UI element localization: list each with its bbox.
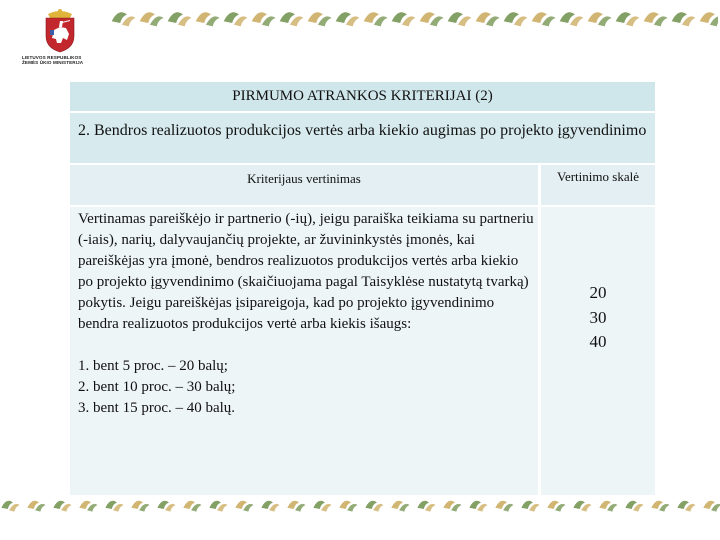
ministry-name [22, 55, 104, 66]
list-item: 1. bent 5 proc. – 20 balų; [78, 358, 228, 374]
table-body-row [70, 207, 655, 495]
column-header-criterion: Kriterijaus vertinimas [247, 171, 361, 186]
table-subtitle-row [70, 113, 655, 163]
ministry-line-2: ŽEMĖS ŪKIO MINISTERIJA [22, 60, 84, 66]
ministry-line-1: LIETUVOS RESPUBLIKOS [22, 55, 82, 60]
ministry-logo [22, 6, 104, 72]
ornament-pattern-icon [0, 496, 720, 516]
coat-of-arms-icon [40, 8, 80, 54]
table-title-row [70, 82, 655, 111]
bottom-ornament [0, 496, 720, 516]
list-item: 2. bent 10 proc. – 30 balų; [78, 379, 236, 395]
ornament-pattern-icon [110, 6, 718, 32]
column-header-scale: Vertinimo skalė [557, 169, 639, 184]
list-item: 3. bent 15 proc. – 40 balų. [78, 400, 236, 416]
score-value: 20 [589, 283, 607, 302]
scale-cell [541, 207, 655, 495]
criteria-table [70, 82, 655, 495]
criterion-cell [78, 207, 536, 495]
score-value: 30 [589, 307, 607, 327]
top-ornament [110, 6, 718, 32]
table-subtitle: 2. Bendros realizuotos produkcijos vertės arba kiekio augimas po projekto įgyvendinimo [78, 122, 647, 139]
points-list [78, 356, 536, 419]
table-header-row [70, 165, 655, 205]
score-value: 40 [589, 332, 607, 351]
table-title: PIRMUMO ATRANKOS KRITERIJAI (2) [232, 88, 493, 104]
criterion-description: Vertinamas pareiškėjo ir partnerio (-ių), jeigu paraiška teikiama su partneriu (-iais), narių, dalyvaujančių projekte, ar žuvininkystės įmonės, kai pareiškėjas yra įmonė, bendros realizuotos produkcijos vertės arba kiekio po projekto įgyvendinimo (skaičiuojama pagal Taisyklėse nustatytą tvarką) pokytis. Jeigu pareiškėjas įsipareigoja, kad po projekto įgyvendinimo bendra realizuotos produkcijos vertė arba kiekis išaugs: [78, 211, 534, 332]
